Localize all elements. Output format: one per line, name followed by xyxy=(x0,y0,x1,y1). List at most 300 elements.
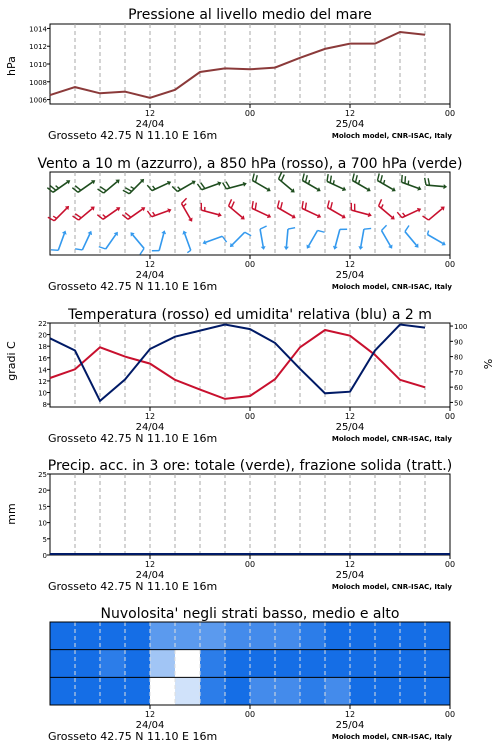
wind-barb-flag xyxy=(153,186,156,189)
wind-barb xyxy=(182,198,193,221)
wind-barb xyxy=(284,228,295,250)
cloud-cell xyxy=(400,622,426,650)
wind-barb xyxy=(147,208,171,216)
wind-barb-shaft xyxy=(429,209,442,220)
wind-barb-shaft xyxy=(402,210,418,217)
temperature-plot xyxy=(38,320,467,445)
cloud-cell xyxy=(275,677,301,705)
temperature-time-label: 00 xyxy=(244,412,256,421)
wind-barb-shaft xyxy=(79,209,92,220)
wind-barb-shaft xyxy=(309,230,318,245)
cloud-cell xyxy=(150,650,176,678)
wind-barb-shaft xyxy=(54,208,66,220)
wind-barb xyxy=(260,226,267,250)
wind-barb xyxy=(201,203,222,217)
humidity-ytick-label: 80 xyxy=(454,353,463,362)
wind-barb-shaft xyxy=(104,182,117,193)
wind-barb-shaft xyxy=(185,234,191,251)
wind-barb xyxy=(123,179,144,194)
cloud-cell xyxy=(375,677,401,705)
wind-barb xyxy=(223,182,247,189)
wind-barb-shaft xyxy=(361,229,364,246)
wind-barb-flag xyxy=(405,226,409,232)
cloud-cell xyxy=(325,622,351,650)
cloud-cell xyxy=(200,650,226,678)
wind-barb-flag xyxy=(260,226,267,229)
wind-barb xyxy=(252,201,271,218)
cloud-cell xyxy=(175,622,201,650)
wind-barb-shaft xyxy=(177,183,192,192)
wind-barb-flag xyxy=(302,201,303,208)
wind-barb-shaft xyxy=(286,229,288,247)
wind-barb-shaft xyxy=(201,210,218,215)
temperature-ytick-label: 16 xyxy=(38,354,47,363)
wind-barb-shaft xyxy=(260,229,263,246)
wind-barb xyxy=(152,230,166,251)
wind-time-label: 00 xyxy=(444,260,456,269)
pressure-location: Grosseto 42.75 N 11.10 E 16m xyxy=(48,129,218,142)
precipitation-location: Grosseto 42.75 N 11.10 E 16m xyxy=(48,580,218,593)
wind-barb-shaft xyxy=(335,229,340,246)
wind-barb-flag xyxy=(384,180,385,184)
wind-barb-shaft xyxy=(229,206,242,217)
wind-barb xyxy=(397,208,421,218)
wind-barb-flag xyxy=(99,247,106,249)
precipitation-ytick-label: 15 xyxy=(38,503,47,512)
cloud-cell xyxy=(300,622,326,650)
cloud-cell xyxy=(75,677,101,705)
wind-barb-flag xyxy=(309,180,310,184)
wind-barb-flag xyxy=(281,202,283,209)
wind-barb xyxy=(358,228,371,249)
wind-barb xyxy=(51,231,67,251)
wind-location: Grosseto 42.75 N 11.10 E 16m xyxy=(48,280,218,293)
temperature-location: Grosseto 42.75 N 11.10 E 16m xyxy=(48,432,218,445)
temperature-time-label: 00 xyxy=(444,412,456,421)
wind-barb-shaft xyxy=(159,234,164,251)
wind-barb-shaft xyxy=(277,208,292,217)
temperature-title: Temperatura (rosso) ed umidita' relativa (blu) a 2 m xyxy=(68,307,432,323)
wind-barb-flag xyxy=(381,204,383,208)
temperature-line xyxy=(50,330,425,399)
precipitation-ytick-label: 5 xyxy=(42,535,47,544)
wind-barb-flag xyxy=(73,216,79,220)
cloud-cell xyxy=(325,650,351,678)
cloud-cell xyxy=(125,650,151,678)
cloud-cell xyxy=(150,622,176,650)
cloud-time-label: 00 xyxy=(444,710,456,719)
wind-barb-flag xyxy=(231,202,234,209)
wind-barb-shaft xyxy=(232,232,244,244)
temperature-credit: Moloch model, CNR-ISAC, Italy xyxy=(331,435,452,443)
wind-barb-shaft xyxy=(206,236,223,242)
wind-barb-flag xyxy=(279,172,282,179)
wind-barb-flag xyxy=(288,228,295,229)
wind-barb xyxy=(252,173,270,191)
pressure-plot xyxy=(29,24,455,142)
precipitation-frame xyxy=(50,474,450,555)
wind-barb-flag xyxy=(50,186,56,191)
temperature-ytick-label: 22 xyxy=(38,320,47,328)
wind-barb-flag xyxy=(229,199,232,206)
wind-barb xyxy=(427,231,445,246)
wind-barb-flag xyxy=(327,200,329,207)
humidity-ytick-label: 50 xyxy=(454,399,463,408)
cloud-cell xyxy=(225,677,251,705)
precipitation-date-label: 25/04 xyxy=(335,570,365,581)
cloud-cell xyxy=(275,622,301,650)
wind-barb-flag xyxy=(131,187,135,189)
wind-date-label: 24/04 xyxy=(135,270,165,281)
cloud-cell xyxy=(400,677,426,705)
wind-barb-flag xyxy=(352,173,354,180)
precipitation-ytick-label: 10 xyxy=(38,519,47,528)
wind-barb-shaft xyxy=(103,209,117,219)
wind-barb-flag xyxy=(425,178,426,185)
wind-plot xyxy=(47,172,455,293)
wind-barb xyxy=(147,181,171,191)
wind-barb-flag xyxy=(56,186,59,189)
wind-barb xyxy=(425,178,447,189)
wind-barb-flag xyxy=(252,173,254,180)
wind-barb xyxy=(327,200,345,218)
wind-barb-flag xyxy=(75,249,82,250)
wind-barb-shaft xyxy=(405,232,416,245)
cloud-credit: Moloch model, CNR-ISAC, Italy xyxy=(331,733,452,741)
temperature-ytick-label: 10 xyxy=(38,389,47,398)
cloud-cell xyxy=(225,650,251,678)
cloud-location: Grosseto 42.75 N 11.10 E 16m xyxy=(48,730,218,743)
temperature-panel xyxy=(5,307,495,445)
cloud-cell xyxy=(100,622,126,650)
wind-barb-shaft xyxy=(279,179,292,190)
wind-barb-shaft xyxy=(426,185,444,187)
wind-barb-flag xyxy=(51,250,58,251)
wind-barb-shaft xyxy=(379,206,392,217)
wind-barb-flag xyxy=(423,216,429,220)
precipitation-time-label: 00 xyxy=(444,560,456,569)
wind-barb-shaft xyxy=(78,182,92,192)
wind-barb xyxy=(327,174,346,191)
wind-barb-head xyxy=(261,246,266,250)
wind-barb-shaft xyxy=(382,230,391,245)
cloud-cell xyxy=(250,677,276,705)
wind-barb-shaft xyxy=(58,234,64,251)
wind-barb xyxy=(377,173,395,191)
wind-credit: Moloch model, CNR-ISAC, Italy xyxy=(331,283,452,291)
pressure-ytick-label: 1014 xyxy=(29,25,47,34)
wind-barb-shaft xyxy=(427,235,442,244)
wind-barb-flag xyxy=(277,200,279,207)
wind-barb-shaft xyxy=(302,181,317,190)
cloud-cell xyxy=(350,622,376,650)
pressure-line xyxy=(50,32,425,98)
cloud-cell xyxy=(375,622,401,650)
wind-barb-flag xyxy=(125,213,131,218)
wind-time-label: 00 xyxy=(244,260,256,269)
pressure-ylabel: hPa xyxy=(5,56,18,76)
precipitation-credit: Moloch model, CNR-ISAC, Italy xyxy=(331,583,452,591)
wind-barb-flag xyxy=(318,230,325,232)
wind-barb-flag xyxy=(305,203,306,210)
temperature-date-label: 25/04 xyxy=(335,422,365,433)
cloud-cell xyxy=(350,650,376,678)
cloud-title: Nuvolosita' negli strati basso, medio e alto xyxy=(100,606,400,622)
cloud-cell xyxy=(425,622,451,650)
wind-barb-shaft xyxy=(182,203,191,218)
wind-barb-flag xyxy=(302,173,304,180)
cloud-cell xyxy=(175,650,201,678)
wind-barb-flag xyxy=(356,175,358,182)
cloud-cell xyxy=(150,677,176,705)
cloud-cell xyxy=(50,622,76,650)
wind-barb-flag xyxy=(125,188,131,192)
pressure-ytick-label: 1012 xyxy=(29,43,47,52)
pressure-time-label: 00 xyxy=(444,109,456,118)
cloud-cell xyxy=(50,650,76,678)
wind-barb xyxy=(352,173,370,191)
wind-barb-shaft xyxy=(106,235,116,249)
wind-barb xyxy=(98,180,120,194)
wind-barb-flag xyxy=(75,186,81,191)
cloud-time-label: 12 xyxy=(344,710,356,719)
wind-barb-flag xyxy=(100,187,106,191)
wind-barb xyxy=(351,203,372,217)
wind-barb-flag xyxy=(379,199,382,206)
cloud-cell xyxy=(425,650,451,678)
wind-barb-flag xyxy=(364,228,371,229)
pressure-time-label: 00 xyxy=(244,109,256,118)
cloud-cell xyxy=(175,677,201,705)
wind-barb xyxy=(172,181,195,192)
temperature-date-label: 24/04 xyxy=(135,422,165,433)
wind-barb xyxy=(97,207,120,219)
pressure-ytick-label: 1010 xyxy=(29,61,47,69)
wind-barb-head xyxy=(284,246,289,250)
wind-barb-flag xyxy=(256,175,258,182)
wind-barb-head xyxy=(443,184,447,189)
pressure-time-label: 12 xyxy=(344,109,356,118)
temperature-ytick-label: 12 xyxy=(38,377,47,386)
pressure-ytick-label: 1006 xyxy=(29,96,47,105)
cloud-panel xyxy=(48,606,455,743)
wind-barb-flag xyxy=(377,173,379,180)
wind-barb xyxy=(423,207,445,221)
cloud-cell xyxy=(250,650,276,678)
wind-barb-flag xyxy=(427,231,428,235)
wind-barb-flag xyxy=(53,216,57,218)
pressure-credit: Moloch model, CNR-ISAC, Italy xyxy=(331,132,452,140)
wind-barb-flag xyxy=(140,248,144,254)
wind-barb-flag xyxy=(252,201,253,208)
wind-barb xyxy=(48,206,69,221)
wind-barb-shaft xyxy=(302,208,318,215)
wind-barb-flag xyxy=(330,176,331,183)
temperature-ytick-label: 14 xyxy=(38,366,47,375)
wind-barb-flag xyxy=(123,190,129,194)
precipitation-plot xyxy=(38,471,455,593)
wind-barb-shaft xyxy=(82,234,89,250)
cloud-cell xyxy=(75,622,101,650)
wind-barb-flag xyxy=(306,175,308,182)
temperature-ytick-label: 8 xyxy=(42,401,47,410)
humidity-ytick-label: 100 xyxy=(454,323,468,332)
cloud-cell xyxy=(400,650,426,678)
pressure-ytick-label: 1008 xyxy=(29,78,47,87)
wind-barb xyxy=(382,225,393,248)
wind-barb-flag xyxy=(245,232,251,236)
wind-barb-flag xyxy=(183,204,186,207)
cloud-date-label: 25/04 xyxy=(335,720,365,731)
wind-barb-flag xyxy=(75,214,81,218)
wind-barb xyxy=(122,207,145,219)
wind-barb xyxy=(75,231,92,250)
wind-barb-flag xyxy=(222,236,226,242)
precipitation-time-label: 12 xyxy=(344,560,356,569)
wind-barb-shaft xyxy=(327,208,342,217)
cloud-cell xyxy=(300,677,326,705)
cloud-cell xyxy=(250,622,276,650)
precipitation-time-label: 12 xyxy=(144,560,156,569)
cloud-cell xyxy=(300,650,326,678)
wind-barb-flag xyxy=(153,212,155,215)
wind-barb-shaft xyxy=(133,235,144,248)
wind-barb xyxy=(99,232,118,249)
humidity-ytick-label: 90 xyxy=(454,338,463,347)
wind-date-label: 25/04 xyxy=(335,270,365,281)
wind-barb xyxy=(402,175,422,191)
wind-barb-flag xyxy=(201,183,205,189)
temperature-time-label: 12 xyxy=(144,412,156,421)
wind-barb xyxy=(279,172,295,192)
wind-barb xyxy=(203,236,227,244)
wind-barb xyxy=(72,180,95,192)
wind-barb xyxy=(47,180,70,192)
precipitation-title: Precip. acc. in 3 ore: totale (verde), frazione solida (tratt.) xyxy=(47,458,453,474)
wind-barb xyxy=(73,207,95,221)
cloud-plot xyxy=(48,622,455,743)
wind-barb xyxy=(333,229,347,250)
wind-barb-flag xyxy=(327,174,328,181)
precipitation-panel xyxy=(5,458,455,593)
wind-barb-shaft xyxy=(352,181,367,190)
wind-barb xyxy=(307,230,325,248)
wind-barb xyxy=(131,232,145,254)
pressure-title: Pressione al livello medio del mare xyxy=(128,7,372,23)
cloud-date-label: 24/04 xyxy=(135,720,165,731)
wind-barb-flag xyxy=(402,175,403,182)
precipitation-ytick-label: 25 xyxy=(38,471,47,479)
wind-barb-shaft xyxy=(402,182,419,188)
cloud-time-label: 12 xyxy=(144,710,156,719)
wind-barb-flag xyxy=(281,175,284,182)
pressure-date-label: 25/04 xyxy=(335,119,365,130)
cloud-cell xyxy=(100,677,126,705)
wind-barb xyxy=(182,231,190,253)
wind-barb-flag xyxy=(98,189,104,193)
temperature-time-label: 12 xyxy=(344,412,356,421)
cloud-cell xyxy=(200,677,226,705)
cloud-cell xyxy=(325,677,351,705)
humidity-ylabel: % xyxy=(482,358,495,370)
pressure-panel xyxy=(5,7,455,142)
humidity-ytick-label: 70 xyxy=(454,368,463,377)
cloud-cell xyxy=(100,650,126,678)
cloud-cell xyxy=(425,677,451,705)
wind-barb-flag xyxy=(333,180,334,184)
cloud-cell xyxy=(350,677,376,705)
wind-barb-shaft xyxy=(252,181,267,190)
precipitation-ytick-label: 0 xyxy=(42,552,47,560)
wind-barb-head xyxy=(358,246,363,250)
precipitation-date-label: 24/04 xyxy=(135,570,165,581)
cloud-cell xyxy=(275,650,301,678)
wind-barb-flag xyxy=(178,187,181,190)
wind-barb xyxy=(405,226,419,248)
wind-barb-flag xyxy=(381,175,383,182)
wind-barb-flag xyxy=(48,217,54,221)
wind-barb-flag xyxy=(255,203,256,210)
pressure-time-label: 12 xyxy=(144,109,156,118)
wind-barb-flag xyxy=(359,180,360,184)
precipitation-ylabel: mm xyxy=(5,503,18,525)
temperature-ylabel: gradi C xyxy=(5,341,18,381)
wind-barb xyxy=(302,201,321,218)
wind-barb-flag xyxy=(187,250,190,252)
wind-barb-flag xyxy=(331,202,333,209)
wind-barb-shaft xyxy=(128,209,142,219)
precipitation-time-label: 00 xyxy=(244,560,256,569)
wind-barb xyxy=(302,173,320,191)
wind-barb xyxy=(379,199,395,219)
cloud-cell xyxy=(225,622,251,650)
precipitation-ytick-label: 20 xyxy=(38,487,47,496)
wind-barb-flag xyxy=(382,225,387,230)
temperature-ytick-label: 18 xyxy=(38,343,47,352)
cloud-cell xyxy=(75,650,101,678)
wind-barb xyxy=(229,199,245,219)
cloud-cell xyxy=(200,622,226,650)
wind-barb-shaft xyxy=(152,183,168,190)
wind-barb-shaft xyxy=(53,182,67,192)
pressure-date-label: 24/04 xyxy=(135,119,165,130)
wind-barb-shaft xyxy=(377,181,392,190)
wind-barb-shaft xyxy=(327,181,343,188)
humidity-line xyxy=(50,325,425,401)
cloud-cell xyxy=(50,677,76,705)
wind-barb xyxy=(197,181,221,189)
cloud-time-label: 00 xyxy=(244,710,256,719)
wind-barb-flag xyxy=(405,176,406,183)
cloud-cell xyxy=(125,677,151,705)
humidity-ytick-label: 60 xyxy=(454,384,463,393)
wind-barb xyxy=(277,200,295,218)
cloud-cell xyxy=(125,622,151,650)
wind-barb-flag xyxy=(428,178,429,185)
cloud-cell xyxy=(375,650,401,678)
wind-time-label: 12 xyxy=(144,260,156,269)
wind-title: Vento a 10 m (azzurro), a 850 hPa (rosso), a 700 hPa (verde) xyxy=(37,156,463,172)
wind-barb xyxy=(230,232,251,247)
wind-barb-shaft xyxy=(252,208,268,215)
wind-barb-shaft xyxy=(351,210,368,215)
wind-barb-flag xyxy=(403,213,406,216)
wind-panel xyxy=(37,156,462,293)
wind-barb-flag xyxy=(103,215,106,218)
wind-barb-flag xyxy=(182,198,187,203)
temperature-ytick-label: 20 xyxy=(38,331,47,340)
wind-time-label: 12 xyxy=(344,260,356,269)
